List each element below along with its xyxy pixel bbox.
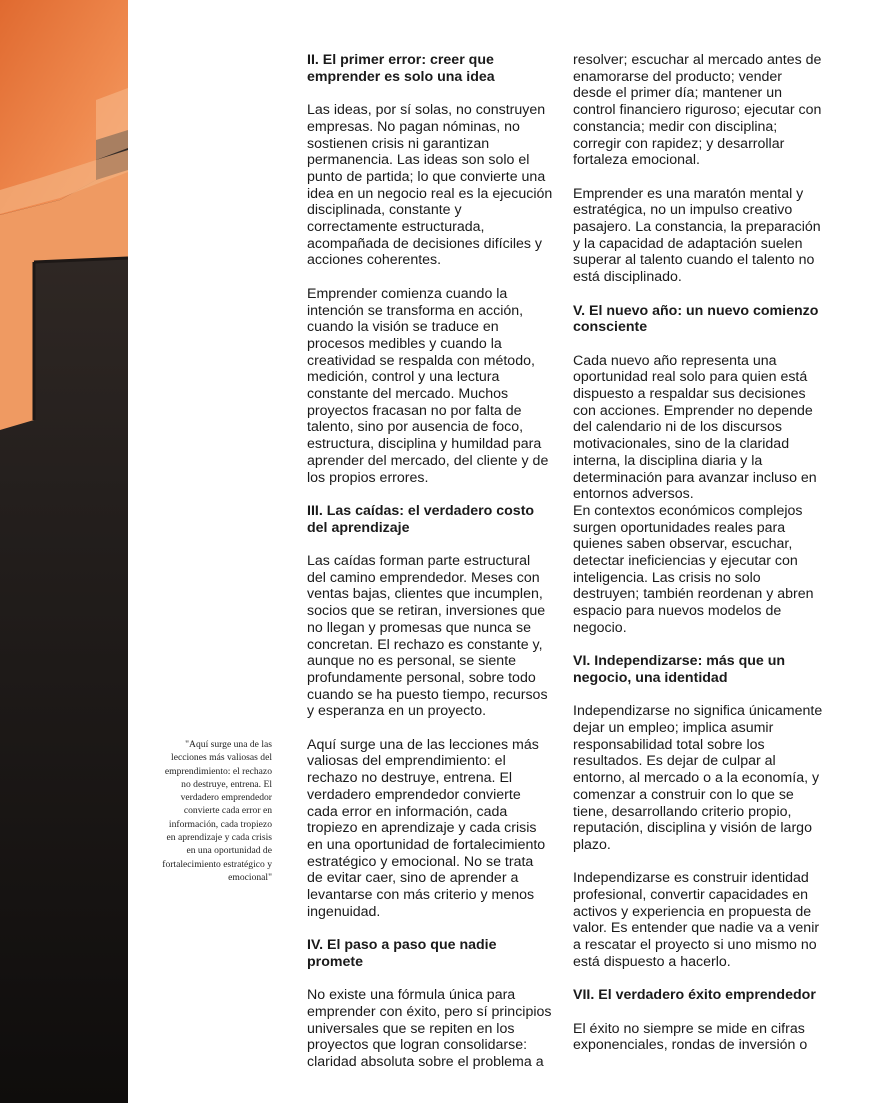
paragraph: Las caídas forman parte estructural del camino emprendedor. Meses con ventas bajas, clientes que incumplen, socios que se retiran, inversiones que no llegan y promesas que nunca se concretan. El rechazo es constante y, aunque no es personal, se siente profundamente personal, sobre todo cuando se ha puesto tiempo, recursos y esperanza en un proyecto.	[307, 553, 548, 720]
paragraph: Independizarse no significa únicamente dejar un empleo; implica asumir responsabilidad total sobre los resultados. Es dejar de culpar al entorno, al mercado o a la economía, y comenzar a construir con lo que se tiene, desarrollando criterio propio, reputación, disciplina y visión de largo plazo.	[573, 703, 823, 853]
section-heading: V. El nuevo año: un nuevo comienzo consciente	[573, 302, 819, 336]
section-heading: III. Las caídas: el verdadero costo del aprendizaje	[307, 502, 535, 536]
paragraph: Cada nuevo año representa una oportunidad real solo para quien está dispuesto a respaldar sus decisiones con acciones. Emprender no depende del calendario ni de los discursos motivacionales, sino de la claridad interna, la disciplina diaria y la determinación para avanzar incluso en entornos adversos.	[573, 352, 817, 503]
article-column-right	[573, 52, 823, 1071]
paragraph: En contextos económicos complejos surgen oportunidades reales para quienes saben observar, escuchar, detectar ineficiencias y ejecutar con inteligencia. Las crisis no solo destruyen; también reordenan y abren espacio para nuevos modelos de negocio.	[573, 502, 814, 636]
section-heading: VI. Independizarse: más que un negocio, una identidad	[573, 653, 786, 686]
article-column-left	[307, 52, 553, 1087]
paragraph: No existe una fórmula única para emprender con éxito, pero sí principios universales que se repiten en los proyectos que logran consolidarse: claridad absoluta sobre el problema a	[307, 987, 552, 1071]
paragraph: resolver; escuchar al mercado antes de enamorarse del producto; vender desde el primer día; mantener un control financiero riguroso; ejecutar con constancia; medir con disciplina; corregir con rapidez; y desarrollar fortaleza emocional.	[573, 52, 822, 169]
paragraph: Emprender es una maratón mental y estratégica, no un impulso creativo pasajero. La constancia, la preparación y la capacidad de adaptación suelen superar al talento cuando el talento no está disciplinado.	[573, 185, 821, 286]
pull-quote: "Aquí surge una de las lecciones más valiosas del emprendimiento: el rechazo no destruye, entrena. El verdadero emprendedor convierte cada error en información, cada tropiezo en aprendizaje y cada crisis en una oportunidad de fortalecimiento estratégico y emocional"	[162, 739, 272, 883]
paragraph: Aquí surge una de las lecciones más valiosas del emprendimiento: el rechazo no destruye, entrena. El verdadero emprendedor convierte cada error en información, cada tropiezo en aprendizaje y cada crisis en una oportunidad de fortalecimiento estratégico y emocional. No se trata de evitar caer, sino de aprender a levantarse con más criterio y menos ingenuidad.	[307, 736, 546, 920]
section-heading: II. El primer error: creer que emprender es solo una idea	[307, 52, 495, 85]
paragraph: Independizarse es construir identidad profesional, convertir capacidades en activos y experiencia en propuesta de valor. Es entender que nadie va a venir a rescatar el proyecto si uno mismo no está dispuesto a hacerlo.	[573, 870, 820, 970]
paragraph: Las ideas, por sí solas, no construyen empresas. No pagan nóminas, no sostienen crisis ni garantizan permanencia. Las ideas son solo el punto de partida; lo que convierte una idea en un negocio real es la ejecución disciplinada, constante y correctamente estructurada, acompañada de decisiones difíciles y acciones coherentes.	[307, 102, 553, 269]
section-heading: VII. El verdadero éxito emprendedor	[573, 987, 816, 1004]
paragraph: El éxito no siempre se mide en cifras exponenciales, rondas de inversión o	[573, 1020, 808, 1054]
paragraph: Emprender comienza cuando la intención se transforma en acción, cuando la visión se traduce en procesos medibles y cuando la creatividad se respalda con método, medición, control y una lectura constante del mercado. Muchos proyectos fracasan no por falta de talento, sino por ausencia de foco, estructura, disciplina y humildad para aprender del mercado, del cliente y de los propios errores.	[307, 285, 549, 486]
section-heading: IV. El paso a paso que nadie promete	[307, 937, 497, 970]
decorative-artwork	[0, 0, 128, 1103]
